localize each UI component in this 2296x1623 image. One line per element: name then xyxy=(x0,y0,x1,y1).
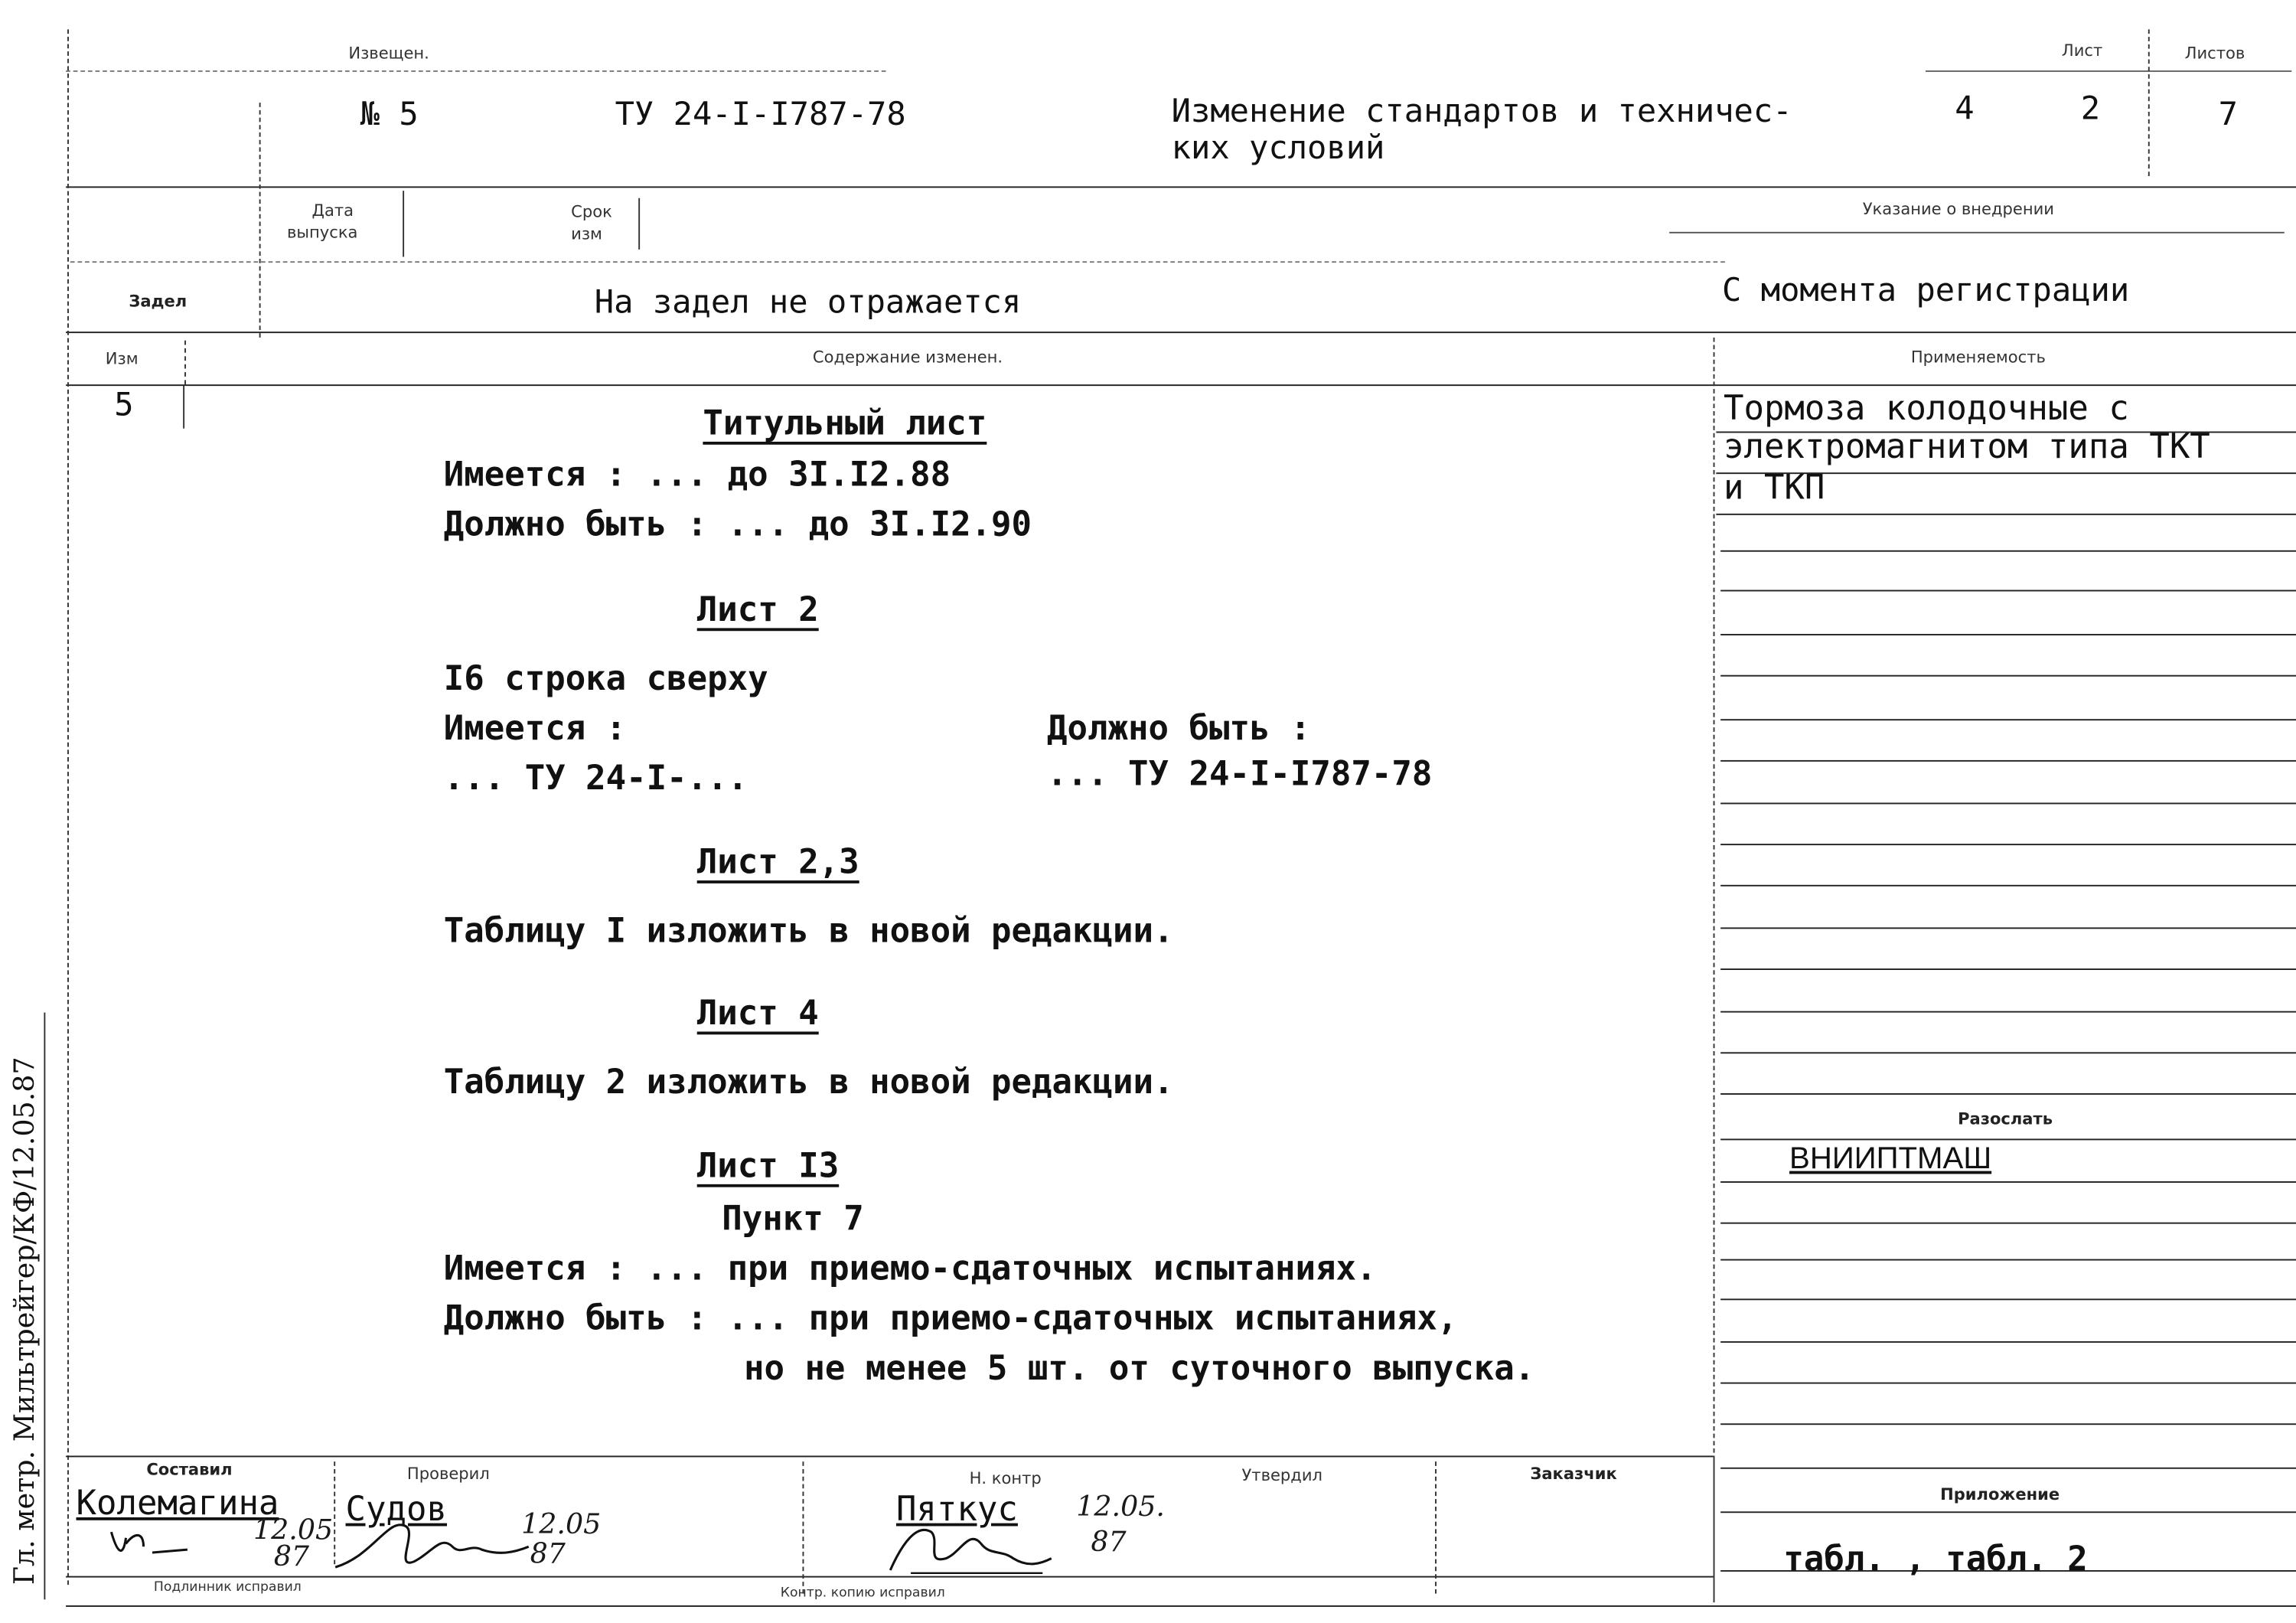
send-to-value: ВНИИПТМАШ xyxy=(1789,1141,1992,1176)
label-utverdil: Утвердил xyxy=(1241,1465,1322,1485)
sheet-number: 2 xyxy=(2080,90,2101,128)
sheet13-point: Пункт 7 xyxy=(722,1200,864,1239)
label-ukazanie: Указание о внедрении xyxy=(1862,199,2054,219)
label-prilozhenie: Приложение xyxy=(1940,1484,2060,1504)
field-4: 4 xyxy=(1955,90,1975,128)
ruled-line xyxy=(1720,1259,2296,1261)
document-code: ТУ 24-I-I787-78 xyxy=(615,96,906,134)
margin-note: Гл. метр. Мильтрейгер/КФ/12.05.87 xyxy=(8,1056,41,1585)
sheet2-has-value: ... ТУ 24-I-... xyxy=(443,759,748,798)
norm-control-by: Пяткус xyxy=(895,1491,1018,1530)
label-srok-2: изм xyxy=(571,224,602,244)
label-izveshchenie: Извещен. xyxy=(348,44,429,64)
sheet4-text: Таблицу 2 изложить в новой редакции. xyxy=(443,1063,1174,1102)
backlog-value: На задел не отражается xyxy=(594,284,1022,322)
applicability-line-1: Тормоза колодочные с xyxy=(1723,390,2129,429)
compiled-date-1: 12.05 xyxy=(253,1514,334,1547)
signature-sudov xyxy=(329,1511,534,1576)
change-number: 5 xyxy=(114,387,134,424)
label-proveril: Проверил xyxy=(406,1464,490,1484)
sheet-count: 7 xyxy=(2218,96,2239,134)
ruled-line xyxy=(1720,1223,2296,1224)
ruled-line xyxy=(1720,1011,2296,1013)
section-title-list: Титульный лист xyxy=(703,405,987,443)
checked-by: Судов xyxy=(345,1491,448,1530)
ruled-line xyxy=(1720,1298,2296,1300)
ruled-line xyxy=(1720,885,2296,887)
compiled-date-2: 87 xyxy=(273,1540,310,1573)
ruled-line xyxy=(1720,927,2296,929)
section-sheet-13: Лист I3 xyxy=(696,1147,840,1186)
label-zakazchik: Заказчик xyxy=(1530,1464,1617,1484)
sheet23-text: Таблицу I изложить в новой редакции. xyxy=(443,913,1174,952)
sheet13-should-2: но не менее 5 шт. от суточного выпуска. xyxy=(743,1350,1535,1389)
checked-date-2: 87 xyxy=(530,1537,566,1570)
ruled-line xyxy=(1720,1383,2296,1384)
sheet2-should-label: Должно быть : xyxy=(1047,710,1311,749)
ruled-line xyxy=(1720,968,2296,970)
section-sheet-4: Лист 4 xyxy=(696,994,819,1034)
label-kontr-kopiya: Контр. копию исправил xyxy=(780,1586,945,1602)
sheet2-should-value: ... ТУ 24-I-I787-78 xyxy=(1047,756,1433,794)
ruled-line xyxy=(1720,1511,2296,1513)
label-list: Лист xyxy=(2061,41,2103,60)
ruled-line xyxy=(1720,802,2296,804)
ruled-line xyxy=(1720,675,2296,677)
sheet2-has-label: Имеется : xyxy=(443,710,627,749)
label-data-vypuska-1: Дата xyxy=(311,201,354,220)
label-podlinnik: Подлинник исправил xyxy=(153,1580,302,1595)
applicability-line-2: электромагнитом типа ТКТ xyxy=(1723,428,2210,467)
document-title-line-2: ких условий xyxy=(1171,130,1385,168)
ruled-line xyxy=(1720,760,2296,762)
label-razoslat: Разослать xyxy=(1958,1109,2053,1129)
appendix-value: табл. , табл. 2 xyxy=(1783,1540,2088,1579)
section-sheet-2-3: Лист 2,3 xyxy=(696,844,859,882)
implementation-value: С момента регистрации xyxy=(1722,273,2130,310)
ruled-line xyxy=(1720,1468,2296,1469)
section-sheet-2: Лист 2 xyxy=(696,591,819,630)
document-title-line-1: Изменение стандартов и техничес- xyxy=(1171,93,1792,131)
ruled-line xyxy=(1720,550,2296,552)
signature-kolemagina xyxy=(106,1523,194,1565)
norm-date-2: 87 xyxy=(1091,1526,1127,1559)
ruled-line xyxy=(1720,844,2296,845)
norm-date-1: 12.05. xyxy=(1076,1491,1165,1523)
notice-number: № 5 xyxy=(360,96,419,134)
label-n-kontr: Н. контр xyxy=(969,1468,1042,1488)
ruled-line xyxy=(1720,1423,2296,1425)
signature-pyatkus xyxy=(882,1514,1058,1579)
ruled-line xyxy=(1720,1093,2296,1095)
ruled-line xyxy=(1720,634,2296,635)
applicability-line-3: и ТКП xyxy=(1723,469,1825,508)
label-izm: Изм xyxy=(105,349,139,369)
sheet13-should-1: Должно быть : ... при приемо-сдаточных испытаниях, xyxy=(443,1300,1458,1339)
label-data-vypuska-2: выпуска xyxy=(287,223,358,243)
ruled-line xyxy=(1720,590,2296,592)
sheet13-has: Имеется : ... при приемо-сдаточных испытаниях. xyxy=(443,1250,1377,1288)
ruled-line xyxy=(1720,719,2296,720)
ruled-line xyxy=(1720,1052,2296,1053)
checked-date-1: 12.05 xyxy=(521,1508,602,1541)
label-primenyaemost: Применяемость xyxy=(1910,348,2046,367)
title-sheet-has: Имеется : ... до 3I.I2.88 xyxy=(443,456,951,495)
label-srok-1: Срок xyxy=(571,202,612,222)
ruled-line xyxy=(1720,1181,2296,1183)
label-zadel: Задел xyxy=(129,292,188,312)
label-soderzhanie: Содержание изменен. xyxy=(812,348,1003,367)
label-sostavil: Составил xyxy=(146,1460,233,1480)
title-sheet-should: Должно быть : ... до 3I.I2.90 xyxy=(443,506,1032,545)
compiled-by: Колемагина xyxy=(76,1484,279,1523)
ruled-line xyxy=(1720,1341,2296,1343)
sheet2-line: I6 строка сверху xyxy=(443,660,768,699)
label-listov: Листов xyxy=(2184,44,2245,64)
ruled-line xyxy=(1720,1138,2296,1140)
